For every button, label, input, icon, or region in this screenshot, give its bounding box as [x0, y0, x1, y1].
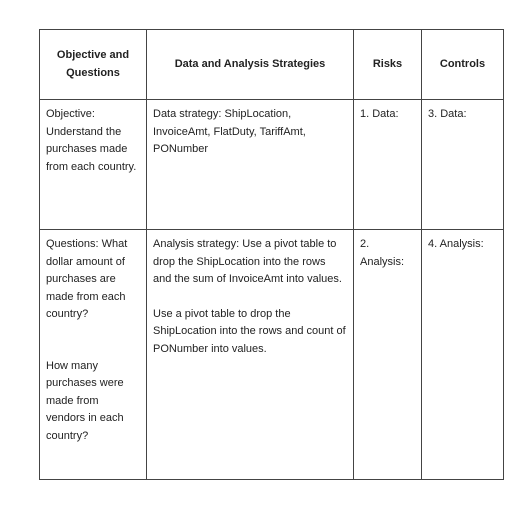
question-purchase-count: How many purchases were made from vendors in each country?	[46, 359, 124, 442]
data-strategy-text: Data strategy: ShipLocation, InvoiceAmt, FlatDuty, TariffAmt, PONumber	[153, 108, 306, 155]
analysis-control-text: 4. Analysis:	[428, 238, 484, 250]
header-strategies-label: Data and Analysis Strategies	[174, 57, 326, 70]
header-risks	[354, 30, 422, 100]
data-risk-cell	[354, 100, 422, 230]
objective-row	[40, 100, 504, 230]
data-control-text: 3. Data:	[428, 108, 467, 120]
header-strategies	[147, 30, 354, 100]
objective-text: Objective: Understand the purchases made from each country.	[46, 108, 137, 173]
analysis-control-cell	[422, 230, 504, 480]
questions-row	[40, 230, 504, 480]
data-risk-text: 1. Data:	[360, 108, 399, 120]
analysis-risk-cell	[354, 230, 422, 480]
analysis-strategy-count-text: Use a pivot table to drop the ShipLocation into the rows and count of PONumber into values.	[153, 307, 346, 355]
header-row	[40, 30, 504, 100]
analysis-risk-text: 2. Analysis:	[360, 238, 405, 268]
data-strategy-cell	[147, 100, 354, 230]
analysis-strategy-sum-text: Analysis strategy: Use a pivot table to drop the ShipLocation into the rows and the sum of InvoiceAmt into values.	[153, 238, 342, 285]
header-risks-label: Risks	[372, 57, 403, 70]
analysis-strategy-cell	[147, 230, 354, 480]
objective-cell	[40, 100, 147, 230]
data-control-cell	[422, 100, 504, 230]
header-controls-label: Controls	[439, 57, 486, 70]
header-objective-questions	[40, 30, 147, 100]
questions-cell	[40, 230, 147, 480]
question-dollar-amount: Questions: What dollar amount of purchases are made from each country?	[46, 238, 128, 320]
header-controls	[422, 30, 504, 100]
strategy-table	[39, 29, 504, 480]
header-objective-questions-label: Objective and Questions	[56, 49, 130, 79]
